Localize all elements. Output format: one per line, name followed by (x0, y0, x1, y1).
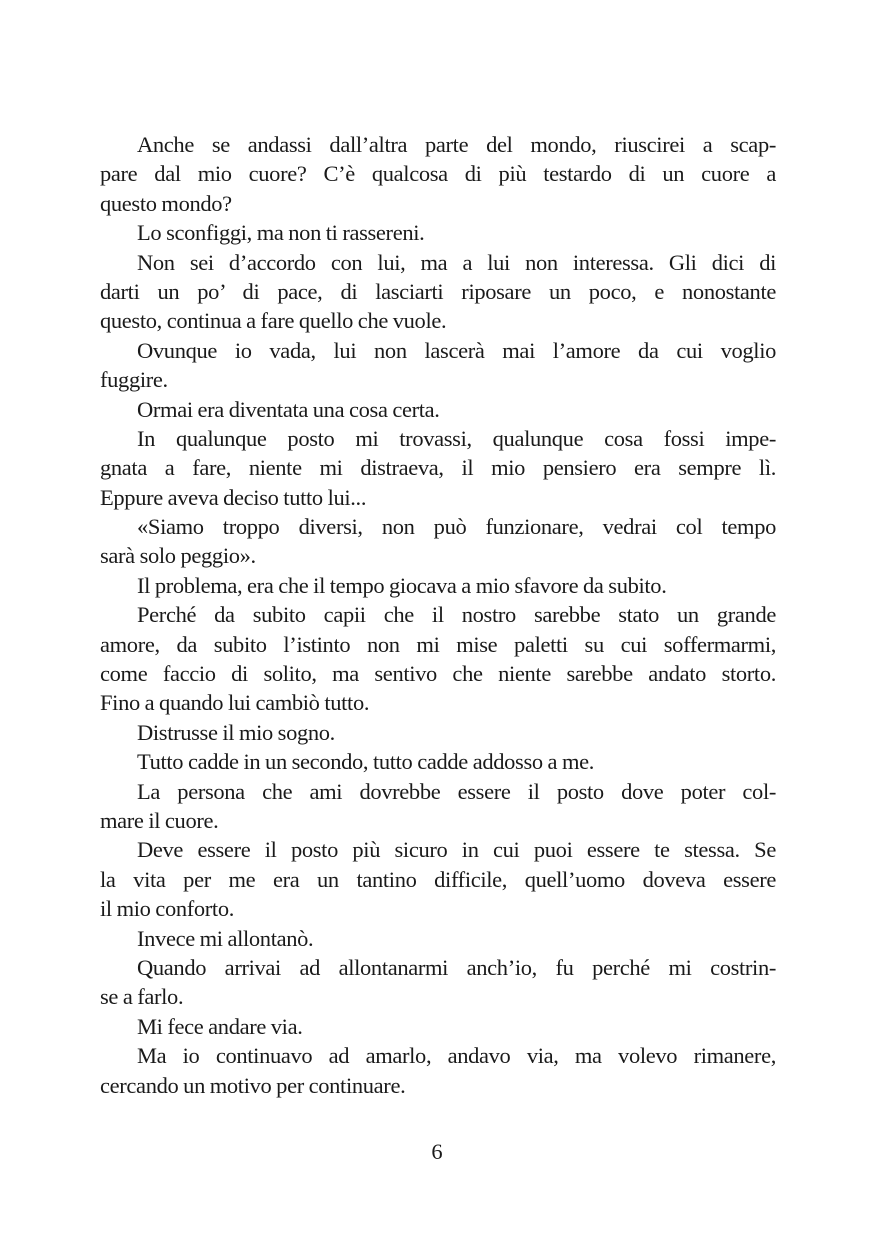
text-line: La persona che ami dovrebbe essere il posto dove poter col- (137, 778, 776, 804)
text-line: Ovunque io vada, lui non lascerà mai l’amore da cui voglio (137, 337, 776, 363)
paragraph (100, 953, 776, 1012)
text-line: sarà solo peggio». (100, 543, 256, 569)
paragraph (100, 218, 776, 247)
paragraph (100, 777, 776, 836)
text-line: pare dal mio cuore? C’è qualcosa di più testardo di un cuore a (100, 161, 776, 187)
text-line: Il problema, era che il tempo giocava a mio sfavore da subito. (137, 572, 667, 598)
text-line: Distrusse il mio sogno. (137, 719, 335, 745)
paragraph (100, 248, 776, 336)
text-line: darti un po’ di pace, di lasciarti riposare un poco, e nonostante (100, 278, 776, 304)
text-line: Eppure aveva deciso tutto lui... (100, 484, 367, 510)
text-line: amore, da subito l’istinto non mi mise paletti su cui soffermarmi, (100, 631, 776, 657)
text-line: la vita per me era un tantino difficile, quell’uomo doveva essere (100, 866, 776, 892)
paragraph (100, 395, 776, 424)
text-line: questo mondo? (100, 190, 232, 216)
text-line: Anche se andassi dall’altra parte del mondo, riuscirei a scap- (137, 132, 776, 157)
text-line: Ormai era diventata una cosa certa. (137, 396, 440, 422)
text-line: In qualunque posto mi trovassi, qualunque cosa fossi impe- (137, 425, 776, 451)
text-line: Lo sconfiggi, ma non ti rassereni. (137, 220, 425, 246)
paragraph (100, 924, 776, 953)
paragraph (100, 835, 776, 923)
body-text (100, 130, 776, 1100)
text-line: mare il cuore. (100, 807, 219, 833)
text-line: fuggire. (100, 367, 168, 393)
page-number: 6 (431, 1139, 443, 1164)
text-line: Perché da subito capii che il nostro sarebbe stato un grande (137, 602, 776, 628)
text-line: come faccio di solito, ma sentivo che niente sarebbe andato storto. (100, 661, 776, 687)
paragraph (100, 130, 776, 218)
text-line: Invece mi allontanò. (137, 925, 314, 951)
paragraph (100, 336, 776, 395)
paragraph (100, 600, 776, 718)
paragraph (100, 1012, 776, 1041)
text-line: il mio conforto. (100, 896, 235, 922)
paragraph (100, 1041, 776, 1100)
text-line: «Siamo troppo diversi, non può funzionare, vedrai col tempo (137, 514, 776, 540)
paragraph (100, 512, 776, 571)
text-line: cercando un motivo per continuare. (100, 1072, 406, 1098)
paragraph (100, 718, 776, 747)
text-line: Ma io continuavo ad amarlo, andavo via, ma volevo rimanere, (137, 1043, 776, 1069)
text-line: Mi fece andare via. (137, 1013, 303, 1039)
text-line: se a farlo. (100, 984, 184, 1010)
text-line: gnata a fare, niente mi distraeva, il mio pensiero era sempre lì. (100, 455, 776, 481)
paragraph (100, 424, 776, 512)
paragraph (100, 571, 776, 600)
text-line: questo, continua a fare quello che vuole. (100, 308, 447, 334)
text-line: Non sei d’accordo con lui, ma a lui non interessa. Gli dici di (137, 249, 776, 275)
text-line: Quando arrivai ad allontanarmi anch’io, fu perché mi costrin- (137, 954, 776, 980)
paragraph (100, 747, 776, 776)
text-line: Tutto cadde in un secondo, tutto cadde addosso a me. (137, 749, 595, 775)
text-line: Fino a quando lui cambiò tutto. (100, 690, 370, 716)
text-line: Deve essere il posto più sicuro in cui puoi essere te stessa. Se (137, 837, 776, 863)
